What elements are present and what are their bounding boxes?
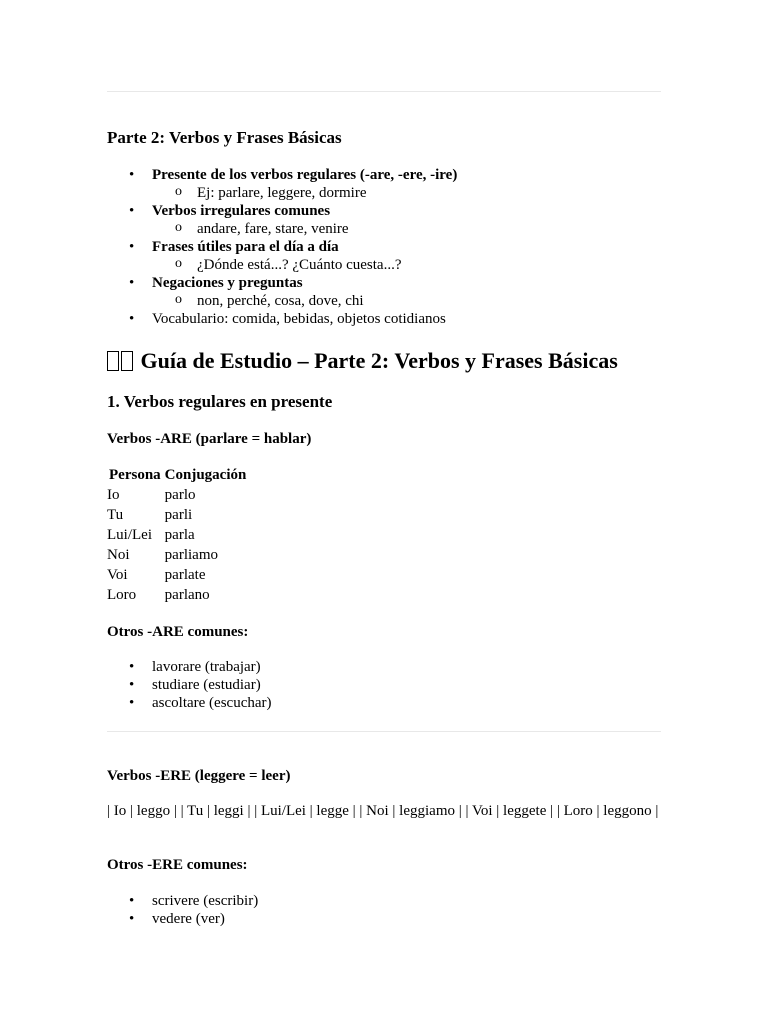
- part2-outline-list: [107, 166, 706, 328]
- sub-list: [152, 220, 706, 238]
- otros-are-list: [107, 658, 706, 712]
- table-cell-conjugation: parlo: [164, 487, 196, 503]
- list-item-label: Frases útiles para el día a día: [152, 239, 339, 255]
- table-cell-conjugation: parliamo: [164, 547, 218, 563]
- table-cell-persona: Loro: [107, 587, 137, 603]
- conjugation-table: [107, 466, 248, 605]
- sub-list-item: o ¿Dónde está...? ¿Cuánto cuesta...?: [197, 256, 706, 274]
- table-cell-conjugation: parlano: [164, 587, 210, 603]
- list-item: [152, 166, 706, 202]
- table-row: [107, 525, 248, 545]
- column-header-conjugacion: Conjugación: [164, 467, 247, 483]
- part2-heading: Parte 2: Verbos y Frases Básicas: [107, 128, 342, 147]
- sub-list: [152, 256, 706, 274]
- table-cell-persona: Voi: [107, 567, 128, 583]
- list-item: • lavorare (trabajar): [152, 658, 706, 676]
- list-item: • Vocabulario: comida, bebidas, objetos cotidianos: [152, 310, 706, 328]
- table-header-row: [107, 466, 248, 485]
- list-item-label: Presente de los verbos regulares (-are, -ere, -ire): [152, 167, 458, 183]
- list-item: • ascoltare (escuchar): [152, 694, 706, 712]
- sub-list: [152, 184, 706, 202]
- sub-list: [152, 292, 706, 310]
- sub-list-item: o Ej: parlare, leggere, dormire: [197, 184, 706, 202]
- section1-heading: 1. Verbos regulares en presente: [107, 392, 333, 411]
- guide-title: [107, 348, 618, 377]
- sub-list-item: o non, perché, cosa, dove, chi: [197, 292, 706, 310]
- list-item: [152, 202, 706, 238]
- missing-glyph-icon: [107, 351, 135, 377]
- table-cell-persona: Io: [107, 487, 120, 503]
- top-divider: [107, 91, 661, 92]
- table-row: [107, 565, 248, 585]
- section-divider: [107, 731, 661, 732]
- table-cell-conjugation: parla: [164, 527, 195, 543]
- table-cell-persona: Tu: [107, 507, 124, 523]
- list-item: [152, 274, 706, 310]
- list-item: • studiare (estudiar): [152, 676, 706, 694]
- otros-are-label: Otros -ARE comunes:: [107, 624, 249, 640]
- list-item: • scrivere (escribir): [152, 892, 706, 910]
- list-item: [152, 238, 706, 274]
- ere-verbs-label: Verbos -ERE (leggere = leer): [107, 768, 291, 784]
- sub-list-item: o andare, fare, stare, venire: [197, 220, 706, 238]
- column-header-persona: Persona: [109, 467, 161, 483]
- list-item-label: Negaciones y preguntas: [152, 275, 303, 291]
- table-row: [107, 485, 248, 505]
- table-row: [107, 505, 248, 525]
- are-verbs-label: Verbos -ARE (parlare = hablar): [107, 431, 312, 447]
- table-row: [107, 585, 248, 605]
- ere-conjugation-line: | Io | leggo | | Tu | leggi | | Lui/Lei | legge | | Noi | leggiamo | | Voi | leggete | | Loro | leggono |: [107, 803, 659, 819]
- guide-title-text: Guía de Estudio – Parte 2: Verbos y Frases Básicas: [140, 348, 618, 373]
- table-cell-conjugation: parli: [164, 507, 193, 523]
- table-row: [107, 545, 248, 565]
- list-item: • vedere (ver): [152, 910, 706, 928]
- otros-ere-label: Otros -ERE comunes:: [107, 857, 248, 873]
- list-item-label: Verbos irregulares comunes: [152, 203, 331, 219]
- table-cell-persona: Noi: [107, 547, 130, 563]
- table-cell-conjugation: parlate: [164, 567, 206, 583]
- otros-ere-list: [107, 892, 706, 928]
- table-cell-persona: Lui/Lei: [107, 527, 152, 543]
